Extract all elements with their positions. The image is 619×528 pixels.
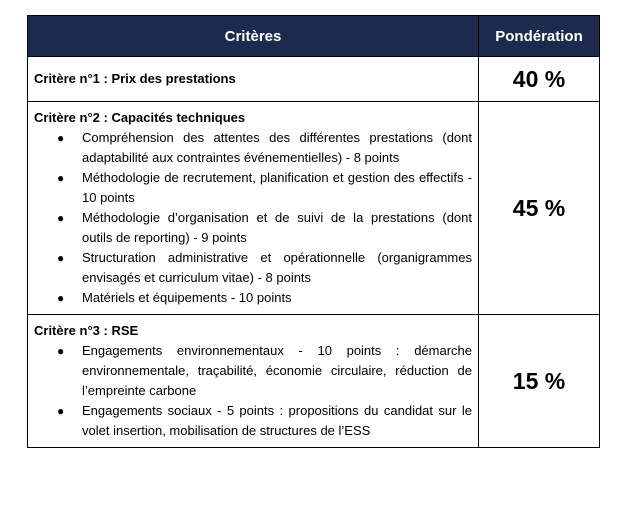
criterion-title: Critère n°3 : RSE — [34, 323, 139, 338]
bullet-icon: ● — [57, 211, 65, 225]
criterion-title: Critère n°2 : Capacités techniques — [34, 110, 246, 125]
weight-cell: 45 % — [479, 102, 600, 315]
criterion-cell — [28, 315, 479, 448]
table-header-row — [28, 16, 600, 57]
bullet-icon: ● — [57, 131, 65, 145]
table-row — [28, 102, 600, 315]
criteria-table — [27, 15, 600, 448]
criterion-cell — [28, 57, 479, 102]
list-item-text: Structuration administrative et opérationnelle (organigrammes envisagés et curriculum vitae) - 8 points — [82, 250, 472, 285]
table-row — [28, 57, 600, 102]
list-item — [57, 128, 472, 168]
list-item — [57, 288, 472, 308]
list-item-text: Méthodologie d’organisation et de suivi de la prestations (dont outils de reporting) - 9 points — [82, 210, 472, 245]
list-item-text: Engagements environnementaux - 10 points : démarche environnementale, traçabilité, économie circulaire, réduction de l’empreinte carbone — [82, 343, 472, 398]
list-item — [57, 401, 472, 441]
header-criteria: Critères — [28, 16, 479, 57]
list-item — [57, 341, 472, 401]
bullet-icon: ● — [57, 404, 65, 418]
criterion-title: Critère n°1 : Prix des prestations — [34, 71, 236, 86]
subcriteria-list — [34, 128, 472, 308]
weight-cell: 40 % — [479, 57, 600, 102]
subcriteria-list — [34, 341, 472, 441]
list-item-text: Compréhension des attentes des différentes prestations (dont adaptabilité aux contraintes événementielles) - 8 points — [82, 130, 472, 165]
header-weight: Pondération — [479, 16, 600, 57]
table-row — [28, 315, 600, 448]
weight-cell: 15 % — [479, 315, 600, 448]
list-item — [57, 208, 472, 248]
bullet-icon: ● — [57, 171, 65, 185]
list-item-text: Matériels et équipements - 10 points — [82, 290, 292, 305]
bullet-icon: ● — [57, 251, 65, 265]
list-item-text: Méthodologie de recrutement, planification et gestion des effectifs - 10 points — [82, 170, 472, 205]
list-item — [57, 248, 472, 288]
list-item — [57, 168, 472, 208]
criterion-cell — [28, 102, 479, 315]
list-item-text: Engagements sociaux - 5 points : propositions du candidat sur le volet insertion, mobilisation de structures de l’ESS — [82, 403, 472, 438]
bullet-icon: ● — [57, 291, 65, 305]
bullet-icon: ● — [57, 344, 65, 358]
